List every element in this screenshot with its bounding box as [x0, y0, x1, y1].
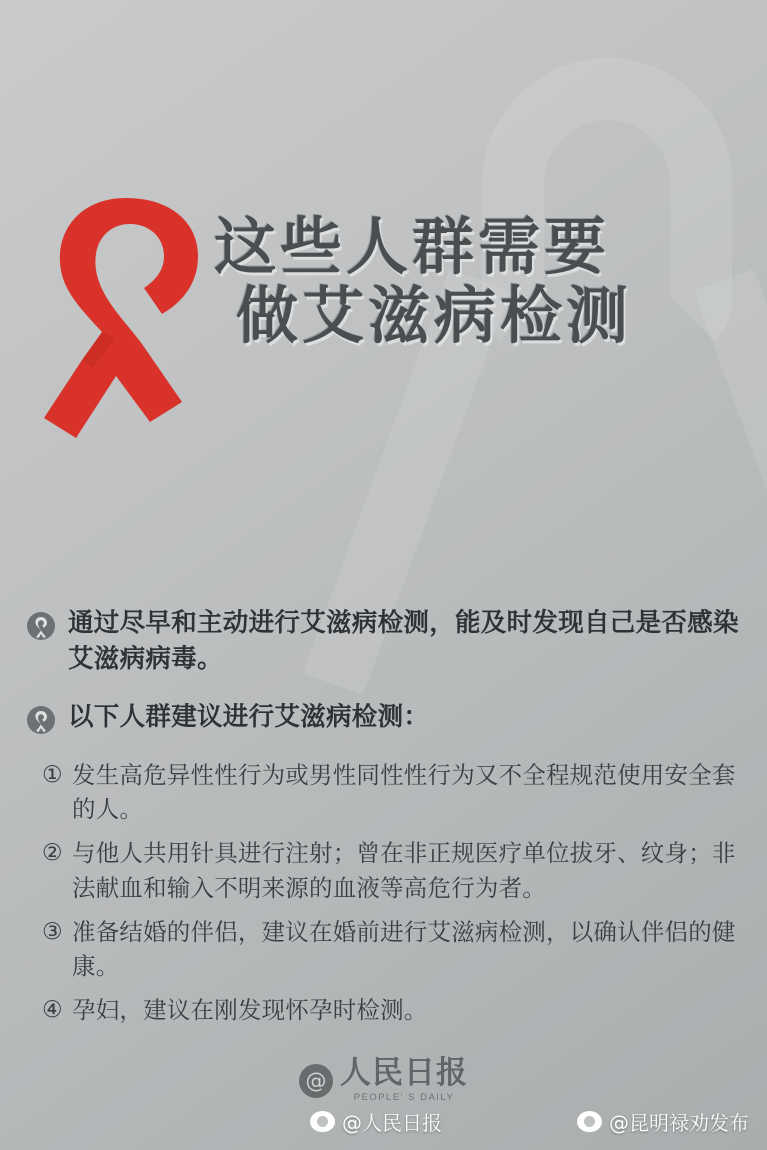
people-daily-logo-icon: @ — [299, 1064, 333, 1098]
list-item-text: 孕妇，建议在刚发现怀孕时检测。 — [72, 996, 428, 1025]
title-line-1: 这些人群需要 — [214, 210, 611, 283]
list-item-number: ① — [42, 761, 63, 788]
aids-ribbon-icon — [30, 190, 210, 440]
list-item-text: 与他人共用针具进行注射；曾在非正规医疗单位拔牙、纹身；非法献血和输入不明来源的血液等高危行为者。 — [72, 839, 736, 902]
list-item — [42, 758, 741, 828]
bullet-text-1: 通过尽早和主动进行艾滋病检测，能及时发现自己是否感染艾滋病病毒。 — [68, 608, 739, 675]
brand-footer — [0, 1055, 767, 1103]
watermark-label: @昆明禄劝发布 — [609, 1111, 749, 1135]
list-item-text: 准备结婚的伴侣，建议在婚前进行艾滋病检测，以确认伴侣的健康。 — [72, 917, 736, 981]
list-item-number: ③ — [42, 918, 63, 945]
ribbon-bullet-icon — [26, 611, 56, 641]
watermark-people-daily — [310, 1107, 442, 1136]
list-item — [42, 915, 741, 985]
ribbon-bullet-icon — [26, 705, 56, 735]
brand-name-en: PEOPLE' S DAILY — [353, 1092, 455, 1103]
title-line-2: 做艾滋病检测 — [236, 279, 633, 353]
list-item — [42, 836, 741, 906]
bullet-item-1 — [26, 605, 741, 677]
watermark-bar — [0, 1100, 767, 1140]
watermark-label: @人民日报 — [342, 1111, 442, 1135]
brand-name-cn: 人民日报 — [340, 1055, 468, 1091]
weibo-icon — [310, 1111, 335, 1132]
weibo-icon — [577, 1111, 602, 1132]
list-item-number: ② — [42, 840, 63, 867]
poster-title — [214, 212, 754, 351]
watermark-kunming — [577, 1107, 749, 1136]
poster-header — [0, 170, 767, 450]
bullet-item-2 — [26, 699, 741, 735]
list-item-number: ④ — [42, 997, 63, 1024]
poster-body — [0, 605, 767, 1037]
bullet-text-2: 以下人群建议进行艾滋病检测： — [68, 702, 430, 733]
list-item — [42, 993, 741, 1028]
numbered-list — [42, 758, 741, 1028]
list-item-text: 发生高危异性性行为或男性同性性行为又不全程规范使用安全套的人。 — [72, 760, 736, 824]
